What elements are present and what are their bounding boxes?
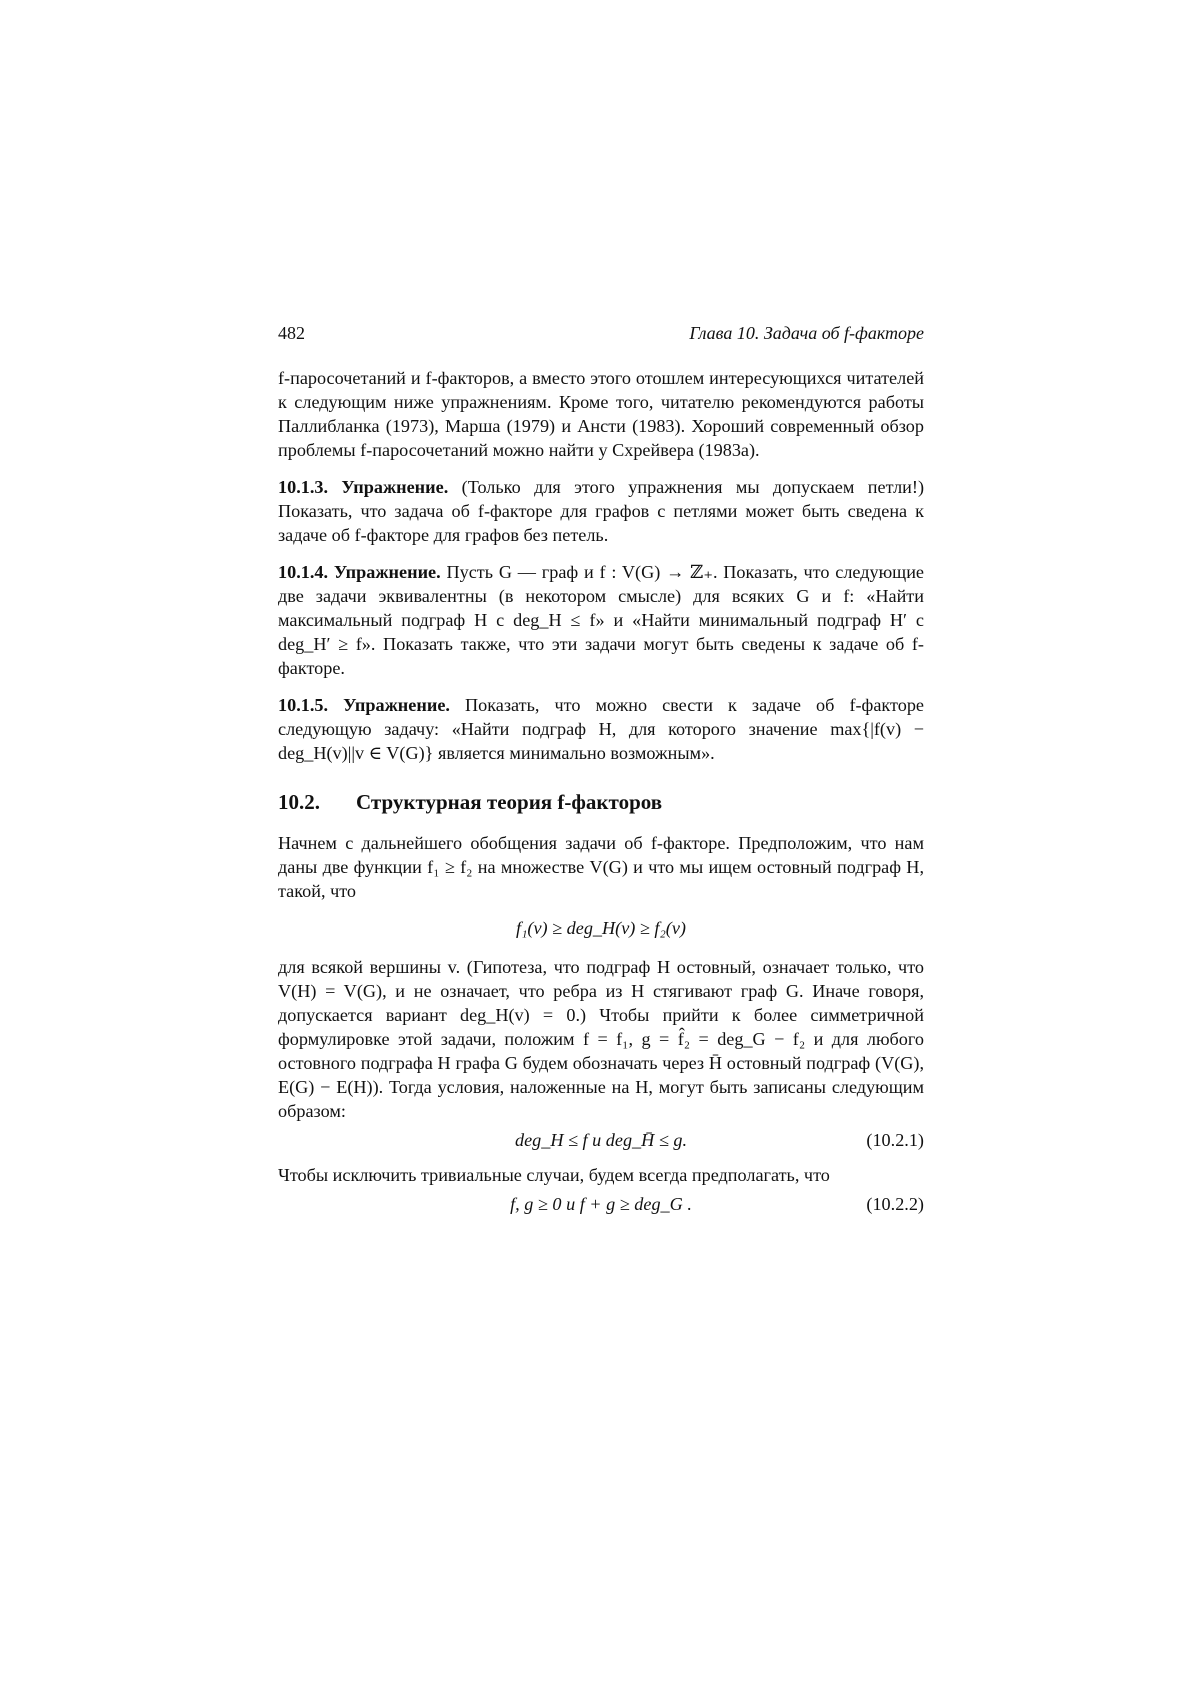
intro-paragraph: f-паросочетаний и f-факторов, а вместо этого отошлем интересующихся читателей к следующим ниже упражнениям. Кроме того, читателю рекомендуются работы Паллибланка (1973), Марша (1979) и Ансти (1983). Хороший современный обзор проблемы f-паросочетаний можно найти у Схрейвера (1983а).	[278, 368, 924, 460]
body-paragraph-1: Начнем с дальнейшего обобщения задачи об f-факторе. Предположим, что нам даны две функции f₁ ≥ f₂ на множестве V(G) и что мы ищем остовный подграф H, такой, что	[278, 833, 924, 901]
section-number: 10.2.	[278, 790, 320, 814]
display-formula: f₁(v) ≥ deg_H(v) ≥ f₂(v)	[516, 918, 686, 938]
body-paragraph-2: для всякой вершины v. (Гипотеза, что подграф H остовный, означает только, что V(H) = V(G), и не означает, что ребра из H стягивают граф G. Иначе говоря, допускается вариант deg_H(v) = 0.) Чтобы прийти к более симметричной формулировке этой задачи, положим f = f₁, g = f̂₂ = deg_G − f₂ и для любого остовного подграфа H графа G будем обозначать через H̄ остовный подграф (V(G), E(G) − E(H)). Тогда условия, наложенные на H, могут быть записаны следующим образом:	[278, 957, 924, 1121]
exercise-label: 10.1.5. Упражнение.	[278, 695, 450, 715]
exercise-label: 10.1.3. Упражнение.	[278, 477, 449, 497]
chapter-title: Глава 10. Задача об f-факторе	[689, 323, 924, 343]
exercise-label: 10.1.4. Упражнение.	[278, 562, 441, 582]
exercise-text: (Только для этого упражнения мы допускаем петли!) Показать, что задача об f-факторе для графов с петлями может быть сведена к задаче об f-факторе для графов без петель.	[278, 477, 924, 545]
page-number: 482	[278, 323, 305, 343]
equation-number: (10.2.1)	[866, 1130, 924, 1150]
exercise-10-1-3	[278, 475, 924, 547]
equation-10-2-2	[278, 1191, 924, 1217]
exercise-10-1-4	[278, 560, 924, 680]
section-heading	[278, 789, 924, 815]
equation-body: deg_H ≤ f и deg_H̄ ≤ g.	[514, 1130, 687, 1150]
exercise-text: Пусть G — граф и f : V(G) → ℤ₊. Показать, что следующие две задачи эквивалентны (в некотором смысле) для всяких G и f: «Найти максимальный подграф H с deg_H ≤ f» и «Найти минимальный подграф H′ с deg_H′ ≥ f». Показать также, что эти задачи могут быть сведены к задаче об f-факторе.	[278, 562, 924, 678]
exercise-10-1-5	[278, 693, 924, 765]
equation-body: f, g ≥ 0 и f + g ≥ deg_G .	[510, 1194, 692, 1214]
equation-10-2-1	[278, 1127, 924, 1153]
equation-number: (10.2.2)	[866, 1194, 924, 1214]
body-paragraph-3: Чтобы исключить тривиальные случаи, будем всегда предполагать, что	[278, 1165, 830, 1185]
exercise-text: Показать, что можно свести к задаче об f-факторе следующую задачу: «Найти подграф H, для которого значение max{|f(v) − deg_H(v)||v ∈ V(G)} является минимально возможным».	[278, 695, 924, 763]
section-title: Структурная теория f-факторов	[356, 790, 663, 814]
running-head	[278, 322, 924, 344]
book-page	[278, 322, 924, 1227]
